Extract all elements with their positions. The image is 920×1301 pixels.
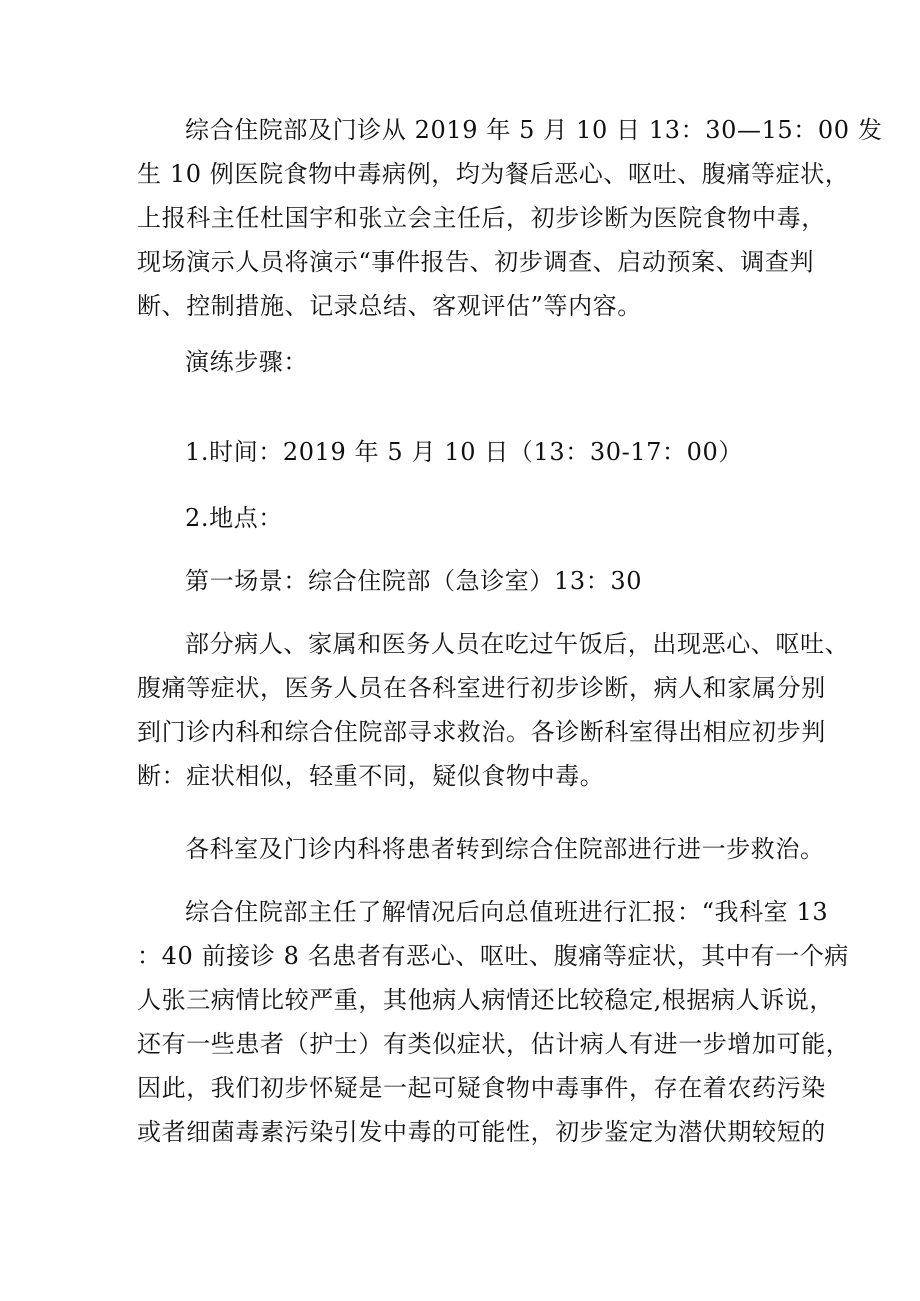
text-line: 腹痛等症状，医务人员在各科室进行初步诊断，病人和家属分别	[137, 674, 826, 702]
paragraph-report	[137, 890, 851, 1154]
text-line: 人张三病情比较严重，其他病人病情还比较稳定,根据病人诉说，	[137, 986, 835, 1014]
text-line: 1.时间：2019 年 5 月 10 日（13：30-17：00）	[185, 438, 743, 466]
paragraph-drill-steps-heading	[137, 340, 797, 384]
text-line: ：40 前接诊 8 名患者有恶心、呕吐、腹痛等症状，其中有一个病	[137, 942, 849, 970]
text-line: 现场演示人员将演示“事件报告、初步调查、启动预案、调查判	[137, 248, 815, 276]
text-line: 或者细菌毒素污染引发中毒的可能性，初步鉴定为潜伏期较短的	[137, 1118, 826, 1146]
text-line: 还有一些患者（护士）有类似症状，估计病人有进一步增加可能，	[137, 1030, 851, 1058]
paragraph-incident-summary	[137, 108, 883, 328]
text-line: 断：症状相似，轻重不同，疑似食物中毒。	[137, 762, 605, 790]
text-line: 综合住院部主任了解情况后向总值班进行汇报：“我科室 13	[185, 898, 829, 926]
text-line: 到门诊内科和综合住院部寻求救治。各诊断科室得出相应初步判	[137, 718, 826, 746]
paragraph-symptoms	[137, 622, 850, 798]
paragraph-transfer	[137, 827, 825, 871]
paragraph-location	[137, 496, 797, 540]
text-line: 因此，我们初步怀疑是一起可疑食物中毒事件，存在着农药污染	[137, 1074, 826, 1102]
paragraph-scene-one	[137, 559, 797, 603]
text-line: 演练步骤：	[185, 348, 308, 376]
text-line: 上报科主任杜国宇和张立会主任后，初步诊断为医院食物中毒，	[137, 204, 826, 232]
text-line: 断、控制措施、记录总结、客观评估”等内容。	[137, 292, 642, 320]
text-line: 各科室及门诊内科将患者转到综合住院部进行进一步救治。	[185, 835, 825, 863]
text-line: 生 10 例医院食物中毒病例，均为餐后恶心、呕吐、腹痛等症状，	[137, 160, 850, 188]
text-line: 2.地点：	[185, 504, 283, 532]
text-line: 部分病人、家属和医务人员在吃过午饭后，出现恶心、呕吐、	[185, 630, 850, 658]
paragraph-time	[137, 430, 797, 474]
text-line: 第一场景：综合住院部（急诊室）13：30	[185, 567, 643, 595]
text-line: 综合住院部及门诊从 2019 年 5 月 10 日 13：30—15：00 发	[185, 116, 883, 144]
